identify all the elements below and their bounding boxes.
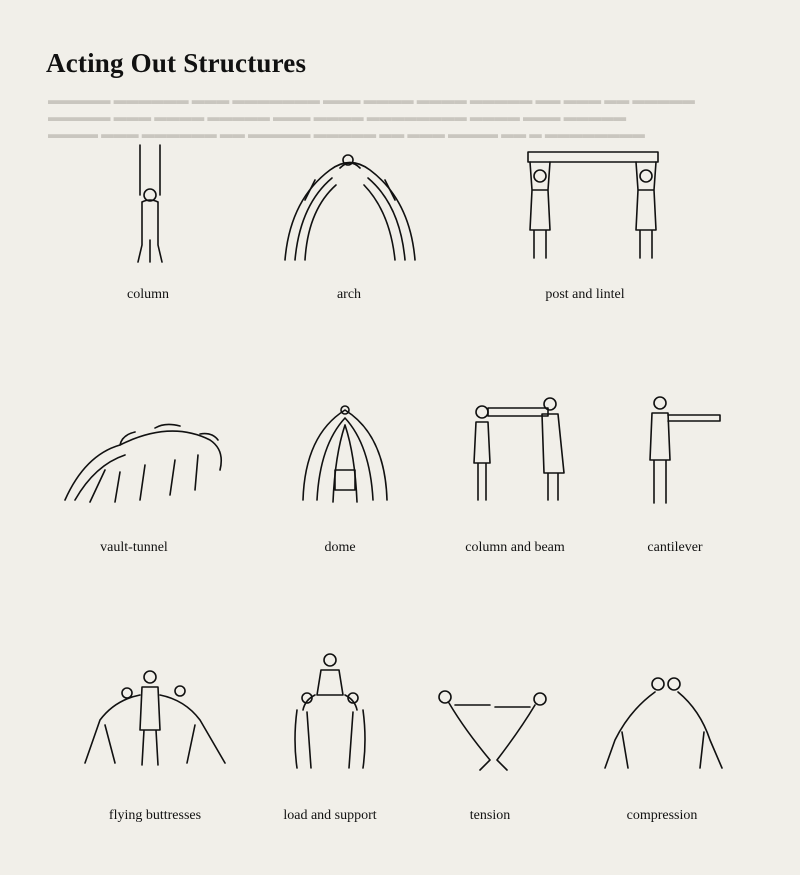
tension-caption: tension <box>469 808 511 823</box>
post-and-lintel-caption: post and lintel <box>545 287 625 302</box>
column-and-beam-figure <box>468 398 578 510</box>
compression-figure <box>600 670 730 775</box>
load-and-support-caption: load and support <box>283 808 377 823</box>
column-and-beam-illustration <box>468 398 578 510</box>
vault-tunnel-caption: vault-tunnel <box>100 540 168 555</box>
bleed-through-text: ▬▬▬▬▬ ▬▬▬▬▬▬ ▬▬▬ ▬▬▬▬▬▬▬ ▬▬▬ ▬▬▬▬ ▬▬▬▬ ▬▬▬▬▬ ▬▬ ▬▬▬ ▬▬ ▬▬▬▬▬ ▬▬▬▬▬ ▬▬▬ ▬▬▬▬ ▬▬▬▬▬ ▬▬▬ ▬▬▬▬ ▬▬▬▬▬▬▬▬ ▬▬▬▬ ▬▬▬ ▬▬▬▬▬ ▬▬▬▬ ▬▬▬ ▬▬▬▬▬▬ ▬▬ ▬▬▬▬▬ ▬▬▬▬▬ ▬▬ ▬▬▬ ▬▬▬▬ ▬▬ ▬ ▬▬▬▬▬▬▬▬ <box>48 93 695 141</box>
column-caption: column <box>127 287 169 302</box>
vault-tunnel-figure <box>60 410 230 510</box>
tension-illustration <box>435 685 550 775</box>
column-illustration <box>120 140 180 270</box>
column-figure <box>120 140 180 270</box>
post-and-lintel-illustration <box>510 140 670 270</box>
vault-tunnel-illustration <box>60 410 230 510</box>
dome-illustration <box>295 400 395 510</box>
cantilever-illustration <box>630 395 730 510</box>
cantilever-caption: cantilever <box>647 540 703 555</box>
page-title: Acting Out Structures <box>46 48 307 79</box>
arch-caption: arch <box>336 287 362 302</box>
dome-figure <box>295 400 395 510</box>
flying-buttresses-illustration <box>75 665 240 770</box>
tension-figure <box>435 685 550 775</box>
flying-buttresses-figure <box>75 665 240 770</box>
post-and-lintel-figure <box>510 140 670 270</box>
cantilever-figure <box>630 395 730 510</box>
load-and-support-figure <box>285 650 375 775</box>
compression-caption: compression <box>626 808 698 823</box>
load-and-support-illustration <box>285 650 375 775</box>
arch-figure <box>270 140 430 270</box>
column-and-beam-caption: column and beam <box>465 540 565 555</box>
dome-caption: dome <box>324 540 356 555</box>
arch-illustration <box>270 140 430 270</box>
compression-illustration <box>600 670 730 775</box>
flying-buttresses-caption: flying buttresses <box>108 808 202 823</box>
